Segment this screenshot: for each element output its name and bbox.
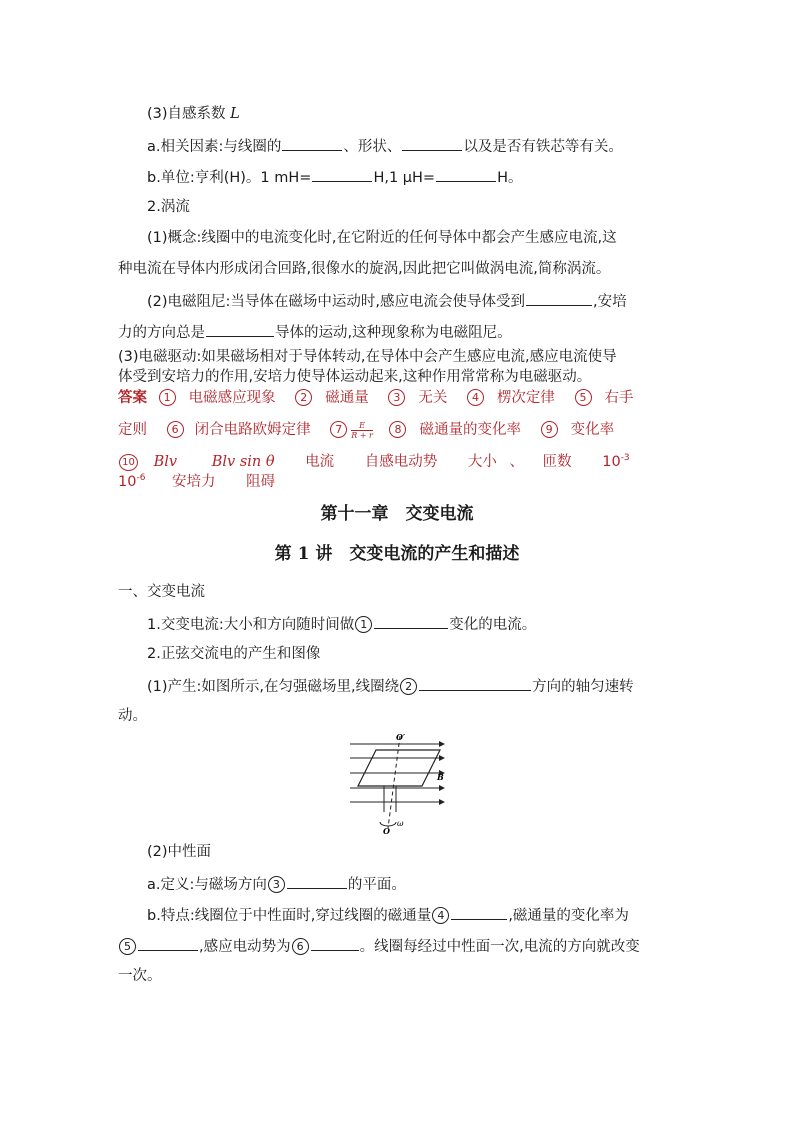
answers-line3 xyxy=(118,452,630,472)
text: 以及是否有铁芯等有关。 xyxy=(463,139,623,155)
answer-text: 自感电动势 xyxy=(364,454,438,470)
circled-number: 9 xyxy=(541,421,558,438)
circled-number: 2 xyxy=(295,389,312,406)
circled-number: 2 xyxy=(400,678,417,695)
generation-line1 xyxy=(147,675,634,697)
neutral-features-line3: 一次。 xyxy=(118,968,162,984)
answer-text: 电磁感应现象 xyxy=(188,390,276,406)
text: ,安培 xyxy=(593,294,627,310)
text: 1.交变电流:大小和方向随时间做 xyxy=(147,617,355,633)
neutral-features-line1 xyxy=(147,904,629,926)
text: a.定义:与磁场方向 xyxy=(147,877,267,893)
fraction-numerator: E xyxy=(351,421,373,431)
label-omega: ω xyxy=(397,819,404,828)
text: 方向的轴匀速转 xyxy=(532,679,634,695)
sinusoidal-heading: 2.正弦交流电的产生和图像 xyxy=(147,646,321,662)
neutral-definition-line xyxy=(147,873,406,895)
text: (2)电磁阻尼:当导体在磁场中运动时,感应电流会使导体受到 xyxy=(147,294,526,310)
text: H。 xyxy=(497,170,523,186)
answer-text: 、 xyxy=(509,454,525,470)
ac-definition-line xyxy=(147,613,536,635)
answer-text: Blv xyxy=(153,454,178,470)
fill-blank[interactable] xyxy=(526,290,592,306)
eddy-heading: 2.涡流 xyxy=(147,199,190,215)
text: b.单位:亨利(H)。1 mH= xyxy=(147,170,312,186)
fill-blank[interactable] xyxy=(287,873,347,889)
answer-text: 10 xyxy=(602,454,621,470)
fill-blank[interactable] xyxy=(374,613,448,629)
text: (1)产生:如图所示,在匀强磁场里,线圈绕 xyxy=(147,679,400,695)
coil-in-field-figure xyxy=(340,728,460,836)
answer-text: 右手 xyxy=(604,390,634,406)
circled-number: 6 xyxy=(167,421,184,438)
text: 、形状、 xyxy=(343,139,402,155)
circled-number: 5 xyxy=(575,389,592,406)
fill-blank[interactable] xyxy=(206,321,274,337)
answer-text: 无关 xyxy=(418,390,448,406)
answers-line4 xyxy=(118,472,275,492)
answers-line1 xyxy=(118,388,634,408)
text: 的平面。 xyxy=(347,877,406,893)
answer-text: 大小 xyxy=(467,454,497,470)
generation-line2: 动。 xyxy=(118,708,147,724)
superscript: -6 xyxy=(136,473,146,483)
circled-number: 7 xyxy=(330,421,347,438)
text: 导体的运动,这种现象称为电磁阻尼。 xyxy=(275,325,512,341)
circled-number: 10 xyxy=(119,454,138,471)
damping-line2 xyxy=(118,321,512,343)
heading-text: (3)自感系数 xyxy=(147,106,226,122)
answer-text: 闭合电路欧姆定律 xyxy=(194,422,311,438)
circled-number: 1 xyxy=(355,616,372,633)
answer-text: 楞次定律 xyxy=(496,390,555,406)
self-inductance-heading xyxy=(147,104,240,124)
lecture-title: 第 1 讲 交变电流的产生和描述 xyxy=(274,544,520,564)
fill-blank[interactable] xyxy=(282,135,342,151)
superscript: -3 xyxy=(620,453,630,463)
coil xyxy=(358,750,440,786)
circled-number: 3 xyxy=(268,876,285,893)
fill-blank[interactable] xyxy=(402,135,462,151)
neutral-plane-heading: (2)中性面 xyxy=(147,844,212,860)
drive-line2: 体受到安培力的作用,安培力使导体运动起来,这种作用常常称为电磁驱动。 xyxy=(118,369,592,385)
label-B: B xyxy=(437,772,444,782)
text: 。线圈每经过中性面一次,电流的方向就改变 xyxy=(359,939,640,955)
unit-line xyxy=(147,166,522,188)
neutral-features-line2 xyxy=(118,935,640,957)
fraction-denominator: R + r xyxy=(351,430,373,440)
text: ,感应电动势为 xyxy=(199,939,291,955)
damping-line1 xyxy=(147,290,627,312)
text: 力的方向总是 xyxy=(118,325,205,341)
fill-blank[interactable] xyxy=(436,166,496,182)
answer-text: 匝数 xyxy=(542,454,572,470)
answer-text: 安培力 xyxy=(172,474,216,490)
answer-text: 10 xyxy=(118,474,137,490)
fill-blank[interactable] xyxy=(419,675,531,691)
label-O: O xyxy=(383,826,390,836)
fraction-E-over-R-plus-r xyxy=(351,421,373,440)
text: a.相关因素:与线圈的 xyxy=(147,139,282,155)
eddy-concept-line1: (1)概念:线圈中的电流变化时,在它附近的任何导体中都会产生感应电流,这 xyxy=(147,230,617,246)
fill-blank[interactable] xyxy=(451,904,507,920)
chapter-title: 第十一章 交变电流 xyxy=(320,504,474,524)
section-heading: 一、交变电流 xyxy=(118,584,205,600)
circled-number: 5 xyxy=(119,938,136,955)
answer-text: 磁通量 xyxy=(325,390,369,406)
text: ,磁通量的变化率为 xyxy=(508,908,629,924)
circled-number: 1 xyxy=(159,389,176,406)
circled-number: 4 xyxy=(432,907,449,924)
answer-text: 磁通量的变化率 xyxy=(419,422,521,438)
answer-text: 变化率 xyxy=(570,422,615,438)
fill-blank[interactable] xyxy=(138,935,198,951)
answer-text: 电流 xyxy=(305,454,335,470)
drive-line1: (3)电磁驱动:如果磁场相对于导体转动,在导体中会产生感应电流,感应电流使导 xyxy=(118,349,617,365)
symbol-L: L xyxy=(230,106,240,122)
circled-number: 8 xyxy=(389,421,406,438)
answers-line2 xyxy=(118,420,614,440)
answer-text: Blv sin θ xyxy=(211,454,275,470)
text: H,1 μH= xyxy=(373,170,436,186)
circled-number: 3 xyxy=(388,389,405,406)
answer-key-label: 答案 xyxy=(118,390,147,406)
answer-text: 定则 xyxy=(118,422,147,438)
circled-number: 4 xyxy=(467,389,484,406)
answer-text: 阻碍 xyxy=(246,474,276,490)
fill-blank[interactable] xyxy=(311,935,359,951)
fill-blank[interactable] xyxy=(312,166,372,182)
circled-number: 6 xyxy=(292,938,309,955)
label-O-prime: O′ xyxy=(396,732,406,742)
text: 变化的电流。 xyxy=(449,617,537,633)
eddy-concept-line2: 种电流在导体内形成闭合回路,很像水的旋涡,因此把它叫做涡电流,简称涡流。 xyxy=(118,261,611,277)
text: b.特点:线圈位于中性面时,穿过线圈的磁通量 xyxy=(147,908,432,924)
factors-line xyxy=(147,135,623,157)
